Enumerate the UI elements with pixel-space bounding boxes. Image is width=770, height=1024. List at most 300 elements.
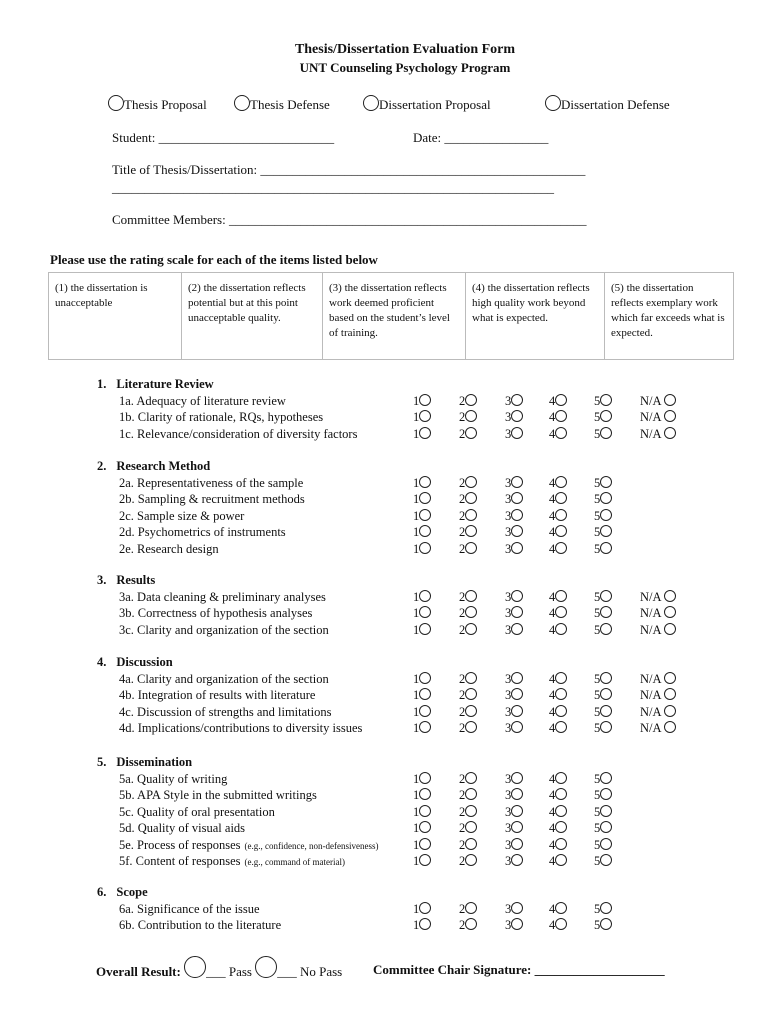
- radio-icon[interactable]: [465, 902, 477, 914]
- radio-icon[interactable]: [600, 918, 612, 930]
- radio-icon[interactable]: [419, 427, 431, 439]
- rating-option-5[interactable]: [594, 492, 612, 507]
- rating-option-3[interactable]: [505, 805, 523, 820]
- rating-option-4[interactable]: [549, 542, 567, 557]
- rating-option-3[interactable]: [505, 525, 523, 540]
- radio-icon[interactable]: [465, 410, 477, 422]
- radio-icon[interactable]: [363, 95, 379, 111]
- radio-icon[interactable]: [664, 623, 676, 635]
- rating-option-1[interactable]: [413, 606, 431, 621]
- na-label: N/A: [640, 721, 662, 736]
- rating-option-1[interactable]: [413, 476, 431, 491]
- radio-icon[interactable]: [600, 902, 612, 914]
- rating-option-5[interactable]: [594, 721, 612, 736]
- rating-option-1[interactable]: [413, 902, 431, 917]
- criterion-row: [119, 821, 245, 836]
- rating-number: 5: [594, 410, 601, 425]
- radio-icon[interactable]: [511, 476, 523, 488]
- rating-number: 2: [459, 590, 466, 604]
- radio-icon[interactable]: [511, 772, 523, 784]
- radio-icon[interactable]: [465, 590, 477, 602]
- radio-icon[interactable]: [419, 606, 431, 618]
- rating-option-3[interactable]: [505, 705, 523, 720]
- rating-option-3[interactable]: [505, 492, 523, 507]
- rating-option-2[interactable]: [459, 821, 477, 836]
- radio-icon[interactable]: [465, 492, 477, 504]
- rating-option-1[interactable]: [413, 394, 431, 409]
- form-subtitle: UNT Counseling Psychology Program: [299, 60, 511, 75]
- rating-option-2[interactable]: [459, 410, 477, 425]
- radio-icon[interactable]: [555, 805, 567, 817]
- rating-option-5[interactable]: [594, 838, 612, 853]
- section-title-text: Results: [116, 573, 156, 587]
- rating-number: 5: [594, 476, 601, 490]
- rating-number: 2: [459, 606, 466, 621]
- radio-icon[interactable]: [511, 427, 523, 439]
- rating-option-2[interactable]: [459, 509, 477, 524]
- rating-option-3[interactable]: [505, 623, 523, 638]
- rating-option-1[interactable]: [413, 427, 431, 442]
- rating-option-2[interactable]: [459, 688, 477, 703]
- rating-option-2[interactable]: [459, 590, 477, 605]
- rating-option-2[interactable]: [459, 805, 477, 820]
- radio-icon[interactable]: [555, 509, 567, 521]
- radio-icon[interactable]: [664, 688, 676, 700]
- criterion-label: 3b. Correctness of hypothesis analyses: [119, 606, 313, 621]
- rating-option-2[interactable]: [459, 838, 477, 853]
- radio-icon[interactable]: [419, 476, 431, 488]
- radio-icon[interactable]: [664, 410, 676, 422]
- rating-number: 5: [594, 426, 601, 441]
- radio-icon[interactable]: [555, 705, 567, 717]
- rating-option-na[interactable]: [640, 705, 676, 720]
- radio-icon[interactable]: [511, 721, 523, 733]
- rating-option-1[interactable]: [413, 705, 431, 720]
- rating-option-4[interactable]: [549, 672, 567, 687]
- type-option-thesis-defense[interactable]: Thesis Defense: [234, 95, 330, 113]
- rating-number: 1: [413, 492, 420, 507]
- radio-icon[interactable]: [511, 902, 523, 914]
- radio-icon[interactable]: [419, 821, 431, 833]
- radio-icon[interactable]: [664, 606, 676, 618]
- radio-icon[interactable]: [419, 672, 431, 684]
- rating-option-1[interactable]: [413, 623, 431, 638]
- radio-icon[interactable]: [419, 721, 431, 733]
- radio-icon[interactable]: [555, 542, 567, 554]
- rating-number: 5: [594, 804, 601, 819]
- radio-icon[interactable]: [600, 721, 612, 733]
- radio-icon[interactable]: [465, 788, 477, 800]
- rating-option-3[interactable]: [505, 854, 523, 869]
- rating-option-na[interactable]: [640, 623, 676, 638]
- radio-icon[interactable]: [511, 788, 523, 800]
- rating-option-4[interactable]: [549, 394, 567, 409]
- rating-option-5[interactable]: [594, 509, 612, 524]
- rating-option-5[interactable]: [594, 788, 612, 803]
- rating-option-2[interactable]: [459, 918, 477, 933]
- type-option-dissertation-defense[interactable]: Dissertation Defense: [545, 95, 670, 113]
- radio-icon[interactable]: [600, 672, 612, 684]
- radio-icon[interactable]: [419, 772, 431, 784]
- rating-option-3[interactable]: [505, 672, 523, 687]
- rating-option-5[interactable]: [594, 427, 612, 442]
- rating-option-2[interactable]: [459, 705, 477, 720]
- radio-icon[interactable]: [511, 606, 523, 618]
- radio-icon[interactable]: [419, 509, 431, 521]
- rating-option-5[interactable]: [594, 394, 612, 409]
- rating-option-3[interactable]: [505, 772, 523, 787]
- rating-option-5[interactable]: [594, 623, 612, 638]
- rating-option-3[interactable]: [505, 394, 523, 409]
- rating-option-na[interactable]: [640, 590, 676, 605]
- rating-number: 4: [549, 688, 556, 703]
- rating-option-5[interactable]: [594, 918, 612, 933]
- rating-option-1[interactable]: [413, 688, 431, 703]
- radio-icon[interactable]: [664, 672, 676, 684]
- criterion-label: 5e. Process of responses: [119, 837, 241, 852]
- rating-number: 2: [459, 918, 466, 933]
- rating-option-3[interactable]: [505, 902, 523, 917]
- radio-icon[interactable]: [555, 902, 567, 914]
- rating-option-5[interactable]: [594, 672, 612, 687]
- radio-icon[interactable]: [419, 525, 431, 537]
- radio-icon[interactable]: [419, 705, 431, 717]
- rating-option-na[interactable]: [640, 606, 676, 621]
- radio-icon[interactable]: [600, 590, 612, 602]
- rating-option-1[interactable]: [413, 721, 431, 736]
- radio-icon[interactable]: [600, 772, 612, 784]
- radio-icon[interactable]: [555, 838, 567, 850]
- radio-icon[interactable]: [555, 525, 567, 537]
- rating-option-2[interactable]: [459, 721, 477, 736]
- rating-option-1[interactable]: [413, 805, 431, 820]
- rating-option-na[interactable]: [640, 427, 676, 442]
- radio-icon[interactable]: [664, 705, 676, 717]
- rating-option-1[interactable]: [413, 918, 431, 933]
- rating-option-na[interactable]: [640, 721, 676, 736]
- radio-icon[interactable]: [419, 623, 431, 635]
- radio-icon[interactable]: [511, 590, 523, 602]
- rating-number: 4: [549, 508, 556, 523]
- radio-icon[interactable]: [511, 918, 523, 930]
- radio-icon[interactable]: [555, 492, 567, 504]
- radio-icon[interactable]: [465, 772, 477, 784]
- radio-icon[interactable]: [419, 394, 431, 406]
- rating-option-3[interactable]: [505, 821, 523, 836]
- radio-icon[interactable]: [511, 672, 523, 684]
- title-field[interactable]: Title of Thesis/Dissertation: __________________________________________________: [112, 162, 586, 177]
- radio-icon[interactable]: [555, 606, 567, 618]
- rating-option-na[interactable]: [640, 688, 676, 703]
- radio-icon[interactable]: [511, 394, 523, 406]
- rating-option-2[interactable]: [459, 476, 477, 491]
- radio-icon[interactable]: [465, 427, 477, 439]
- rating-option-5[interactable]: [594, 854, 612, 869]
- criterion-row: [119, 918, 281, 933]
- rating-option-3[interactable]: [505, 410, 523, 425]
- radio-icon[interactable]: [465, 854, 477, 866]
- section-title: [97, 573, 155, 588]
- radio-icon[interactable]: [600, 476, 612, 488]
- rating-number: 4: [549, 821, 556, 836]
- radio-icon[interactable]: [465, 838, 477, 850]
- rating-option-1[interactable]: [413, 410, 431, 425]
- rating-option-4[interactable]: [549, 410, 567, 425]
- radio-icon[interactable]: [600, 410, 612, 422]
- rating-option-5[interactable]: [594, 410, 612, 425]
- instructions: Please use the rating scale for each of the items listed below: [50, 252, 378, 267]
- radio-icon[interactable]: [600, 623, 612, 635]
- radio-icon[interactable]: [600, 688, 612, 700]
- radio-icon[interactable]: [511, 854, 523, 866]
- radio-icon[interactable]: [465, 509, 477, 521]
- radio-icon[interactable]: [465, 805, 477, 817]
- rating-option-3[interactable]: [505, 606, 523, 621]
- radio-icon[interactable]: [545, 95, 561, 111]
- rating-option-2[interactable]: [459, 854, 477, 869]
- criterion-row: [119, 394, 286, 409]
- radio-icon[interactable]: [555, 688, 567, 700]
- radio-icon[interactable]: [600, 542, 612, 554]
- radio-icon[interactable]: [511, 805, 523, 817]
- rating-option-2[interactable]: [459, 772, 477, 787]
- rating-option-na[interactable]: [640, 410, 676, 425]
- rating-option-1[interactable]: [413, 821, 431, 836]
- committee-chair-signature[interactable]: Committee Chair Signature: ____________________: [373, 962, 665, 977]
- rating-option-2[interactable]: [459, 394, 477, 409]
- radio-icon[interactable]: [555, 721, 567, 733]
- rating-option-2[interactable]: [459, 788, 477, 803]
- rating-option-2[interactable]: [459, 542, 477, 557]
- rating-option-4[interactable]: [549, 509, 567, 524]
- criterion-label: 2b. Sampling & recruitment methods: [119, 492, 305, 507]
- radio-icon[interactable]: [465, 394, 477, 406]
- radio-icon[interactable]: [419, 918, 431, 930]
- radio-icon[interactable]: [555, 788, 567, 800]
- radio-icon[interactable]: [555, 394, 567, 406]
- rating-option-4[interactable]: [549, 525, 567, 540]
- rating-option-1[interactable]: [413, 492, 431, 507]
- rating-option-4[interactable]: [549, 688, 567, 703]
- rating-number: 2: [459, 704, 466, 719]
- radio-icon[interactable]: [511, 838, 523, 850]
- no-pass-radio-icon[interactable]: [255, 956, 277, 978]
- radio-icon[interactable]: [555, 476, 567, 488]
- radio-icon[interactable]: [419, 542, 431, 554]
- radio-icon[interactable]: [465, 721, 477, 733]
- rating-option-3[interactable]: [505, 476, 523, 491]
- criterion-label: 2c. Sample size & power: [119, 508, 245, 523]
- radio-icon[interactable]: [419, 410, 431, 422]
- rating-option-3[interactable]: [505, 838, 523, 853]
- rating-option-4[interactable]: [549, 918, 567, 933]
- rating-option-3[interactable]: [505, 788, 523, 803]
- rating-option-5[interactable]: [594, 805, 612, 820]
- radio-icon[interactable]: [419, 590, 431, 602]
- rating-number: 1: [413, 788, 420, 803]
- radio-icon[interactable]: [419, 854, 431, 866]
- rating-option-1[interactable]: [413, 542, 431, 557]
- type-option-dissertation-proposal[interactable]: Dissertation Proposal: [363, 95, 491, 113]
- radio-icon[interactable]: [419, 838, 431, 850]
- rating-option-5[interactable]: [594, 705, 612, 720]
- rating-option-3[interactable]: [505, 918, 523, 933]
- radio-icon[interactable]: [465, 688, 477, 700]
- radio-icon[interactable]: [511, 492, 523, 504]
- rating-option-2[interactable]: [459, 623, 477, 638]
- rating-option-4[interactable]: [549, 590, 567, 605]
- rating-number: 4: [549, 788, 556, 803]
- rating-option-4[interactable]: [549, 606, 567, 621]
- radio-icon[interactable]: [511, 525, 523, 537]
- rating-option-1[interactable]: [413, 509, 431, 524]
- radio-icon[interactable]: [465, 542, 477, 554]
- radio-icon[interactable]: [234, 95, 250, 111]
- rating-option-3[interactable]: [505, 688, 523, 703]
- radio-icon[interactable]: [555, 672, 567, 684]
- title-field-continued[interactable]: ____________________________________________________________________: [112, 180, 554, 195]
- criterion-row: [119, 590, 326, 605]
- radio-icon[interactable]: [600, 509, 612, 521]
- radio-icon[interactable]: [511, 410, 523, 422]
- radio-icon[interactable]: [419, 902, 431, 914]
- radio-icon[interactable]: [511, 509, 523, 521]
- radio-icon[interactable]: [465, 918, 477, 930]
- rating-option-1[interactable]: [413, 788, 431, 803]
- rating-option-2[interactable]: [459, 427, 477, 442]
- radio-icon[interactable]: [465, 476, 477, 488]
- radio-icon[interactable]: [511, 542, 523, 554]
- radio-icon[interactable]: [465, 623, 477, 635]
- section-title: [97, 755, 192, 770]
- radio-icon[interactable]: [511, 821, 523, 833]
- criterion-row: [119, 788, 317, 803]
- rating-option-na[interactable]: [640, 394, 676, 409]
- radio-icon[interactable]: [600, 427, 612, 439]
- radio-icon[interactable]: [555, 590, 567, 602]
- radio-icon[interactable]: [555, 410, 567, 422]
- pass-radio-icon[interactable]: [184, 956, 206, 978]
- rating-option-5[interactable]: [594, 821, 612, 836]
- rating-option-5[interactable]: [594, 772, 612, 787]
- rating-option-1[interactable]: [413, 772, 431, 787]
- radio-icon[interactable]: [555, 427, 567, 439]
- rating-option-4[interactable]: [549, 805, 567, 820]
- rating-option-4[interactable]: [549, 838, 567, 853]
- rating-option-na[interactable]: [640, 672, 676, 687]
- rating-number: 5: [594, 672, 601, 686]
- committee-members-field[interactable]: Committee Members: _______________________________________________________: [112, 212, 587, 227]
- radio-icon[interactable]: [600, 838, 612, 850]
- radio-icon[interactable]: [664, 590, 676, 602]
- rating-option-4[interactable]: [549, 476, 567, 491]
- radio-icon[interactable]: [419, 805, 431, 817]
- radio-icon[interactable]: [419, 688, 431, 700]
- radio-icon[interactable]: [555, 854, 567, 866]
- rating-option-1[interactable]: [413, 525, 431, 540]
- rating-option-5[interactable]: [594, 688, 612, 703]
- radio-icon[interactable]: [511, 623, 523, 635]
- rating-option-3[interactable]: [505, 427, 523, 442]
- radio-icon[interactable]: [664, 721, 676, 733]
- rating-option-2[interactable]: [459, 902, 477, 917]
- radio-icon[interactable]: [600, 821, 612, 833]
- radio-icon[interactable]: [664, 427, 676, 439]
- rating-option-4[interactable]: [549, 721, 567, 736]
- radio-icon[interactable]: [555, 918, 567, 930]
- radio-icon[interactable]: [419, 788, 431, 800]
- rating-option-1[interactable]: [413, 854, 431, 869]
- radio-icon[interactable]: [555, 772, 567, 784]
- rating-option-5[interactable]: [594, 590, 612, 605]
- rating-option-5[interactable]: [594, 525, 612, 540]
- radio-icon[interactable]: [465, 606, 477, 618]
- radio-icon[interactable]: [555, 623, 567, 635]
- radio-icon[interactable]: [419, 492, 431, 504]
- rating-option-3[interactable]: [505, 542, 523, 557]
- rating-option-1[interactable]: [413, 590, 431, 605]
- rating-number: 1: [413, 590, 420, 604]
- rating-option-4[interactable]: [549, 623, 567, 638]
- rating-option-4[interactable]: [549, 821, 567, 836]
- radio-icon[interactable]: [108, 95, 124, 111]
- rating-option-4[interactable]: [549, 788, 567, 803]
- radio-icon[interactable]: [511, 705, 523, 717]
- radio-icon[interactable]: [600, 705, 612, 717]
- rating-option-5[interactable]: [594, 606, 612, 621]
- radio-icon[interactable]: [465, 705, 477, 717]
- rating-option-5[interactable]: [594, 476, 612, 491]
- radio-icon[interactable]: [600, 854, 612, 866]
- rating-option-1[interactable]: [413, 672, 431, 687]
- rating-option-2[interactable]: [459, 606, 477, 621]
- radio-icon[interactable]: [600, 492, 612, 504]
- section-title: [97, 459, 210, 474]
- pass-label: Pass: [228, 964, 252, 979]
- radio-icon[interactable]: [600, 805, 612, 817]
- rating-option-4[interactable]: [549, 705, 567, 720]
- rating-option-4[interactable]: [549, 854, 567, 869]
- radio-icon[interactable]: [600, 525, 612, 537]
- rating-option-3[interactable]: [505, 509, 523, 524]
- radio-icon[interactable]: [600, 606, 612, 618]
- date-field[interactable]: Date: ________________: [413, 130, 549, 145]
- radio-icon[interactable]: [664, 394, 676, 406]
- rating-option-1[interactable]: [413, 838, 431, 853]
- student-field[interactable]: Student: ___________________________: [112, 130, 335, 145]
- radio-icon[interactable]: [600, 394, 612, 406]
- rating-option-2[interactable]: [459, 525, 477, 540]
- radio-icon[interactable]: [465, 821, 477, 833]
- type-option-thesis-proposal[interactable]: Thesis Proposal: [108, 95, 207, 113]
- radio-icon[interactable]: [465, 525, 477, 537]
- rating-option-4[interactable]: [549, 427, 567, 442]
- rating-option-3[interactable]: [505, 590, 523, 605]
- rating-option-2[interactable]: [459, 672, 477, 687]
- rating-option-4[interactable]: [549, 772, 567, 787]
- rating-option-5[interactable]: [594, 542, 612, 557]
- rating-option-5[interactable]: [594, 902, 612, 917]
- radio-icon[interactable]: [465, 672, 477, 684]
- radio-icon[interactable]: [555, 821, 567, 833]
- rating-option-4[interactable]: [549, 902, 567, 917]
- rating-option-2[interactable]: [459, 492, 477, 507]
- rating-option-4[interactable]: [549, 492, 567, 507]
- rating-number: 2: [459, 394, 466, 408]
- radio-icon[interactable]: [511, 688, 523, 700]
- rating-option-3[interactable]: [505, 721, 523, 736]
- radio-icon[interactable]: [600, 788, 612, 800]
